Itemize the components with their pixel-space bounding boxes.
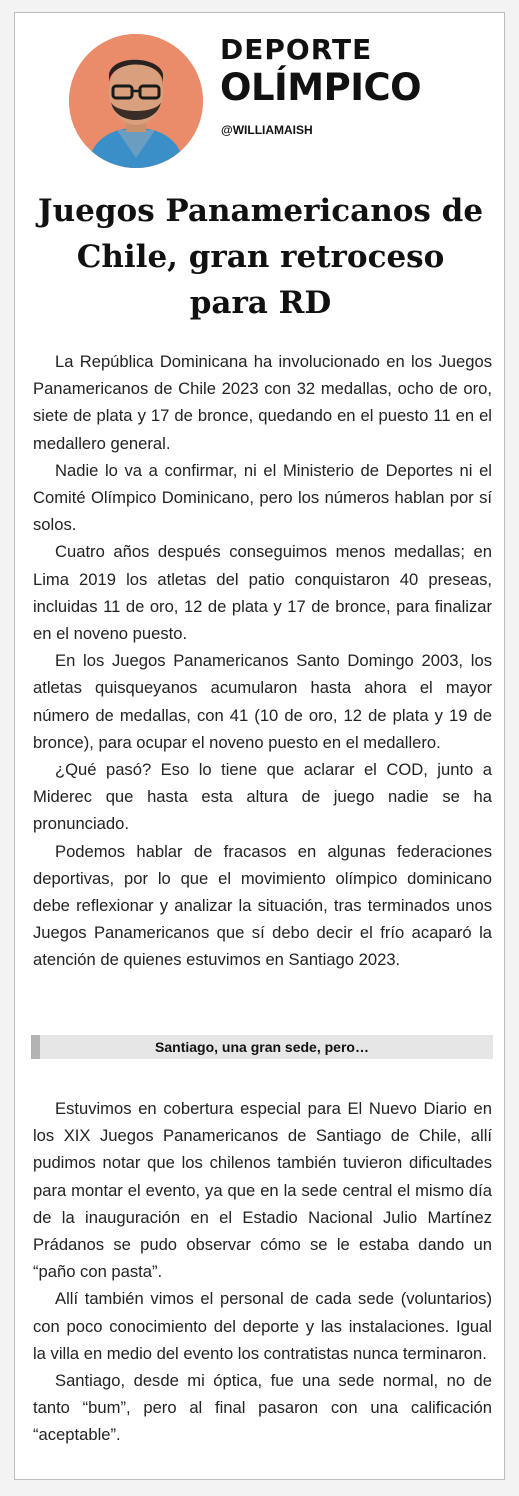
- article-body-part2: [33, 1095, 492, 1449]
- paragraph: Santiago, desde mi óptica, fue una sede normal, no de tanto “bum”, pero al final pasaron con una calificación “aceptable”.: [33, 1371, 492, 1445]
- paragraph: Cuatro años después conseguimos menos medallas; en Lima 2019 los atletas del patio conquistaron 40 preseas, incluidas 11 de oro, 12 de plata y 17 de bronce, para finalizar en el noveno puesto.: [33, 542, 492, 644]
- author-photo: [69, 34, 203, 168]
- article-body-part1: [33, 348, 492, 974]
- column-kicker-line1: DEPORTE: [220, 33, 373, 66]
- article-headline: Juegos Panamericanos de Chile, gran retroceso para RD: [37, 193, 484, 321]
- paragraph: ¿Qué pasó? Eso lo tiene que aclarar el COD, junto a Miderec que hasta esta altura de juego nadie se ha pronunciado.: [33, 760, 492, 834]
- author-portrait-illustration: [69, 34, 203, 168]
- paragraph: En los Juegos Panamericanos Santo Domingo 2003, los atletas quisqueyanos acumularon hasta ahora el mayor número de medallas, con 41 (10 de oro, 12 de plata y 19 de bronce), para ocupar el noveno puesto en el medallero.: [33, 651, 492, 752]
- paragraph: Podemos hablar de fracasos en algunas federaciones deportivas, por lo que el movimiento olímpico dominicano debe reflexionar y analizar la situación, tras terminados unos Juegos Panamericanos que sí debo decir el frío acaparó la atención de quienes estuvimos en Santiago 2023.: [33, 841, 492, 970]
- paragraph: Estuvimos en cobertura especial para El Nuevo Diario en los XIX Juegos Panamericanos de Santiago de Chile, allí pudimos notar que los chilenos también tuvieron dificultades para montar el evento, ya que en la sede central el mismo día de la inauguración en el Estadio Nacional Julio Martínez Prádanos se pudo observar cómo se le estaba dando un “paño con pasta”.: [33, 1099, 492, 1282]
- subhead-text: Santiago, una gran sede, pero…: [155, 1039, 369, 1055]
- paragraph: Allí también vimos el personal de cada sede (voluntarios) con poco conocimiento del deporte y las instalaciones. Igual la villa en medio del evento los contratistas nunca terminaron.: [33, 1289, 492, 1363]
- author-handle: @WILLIAMAISH: [221, 123, 313, 137]
- section-subhead: [31, 1035, 493, 1059]
- article-frame: [14, 12, 505, 1480]
- paragraph: Nadie lo va a confirmar, ni el Ministerio de Deportes ni el Comité Olímpico Dominicano, pero los números hablan por sí solos.: [33, 460, 492, 535]
- column-kicker-line2: OLÍMPICO: [220, 66, 422, 109]
- paragraph: La República Dominicana ha involucionado en los Juegos Panamericanos de Chile 2023 con 32 medallas, ocho de oro, siete de plata y 17 de bronce, quedando en el puesto 11 en el medallero general.: [33, 352, 492, 453]
